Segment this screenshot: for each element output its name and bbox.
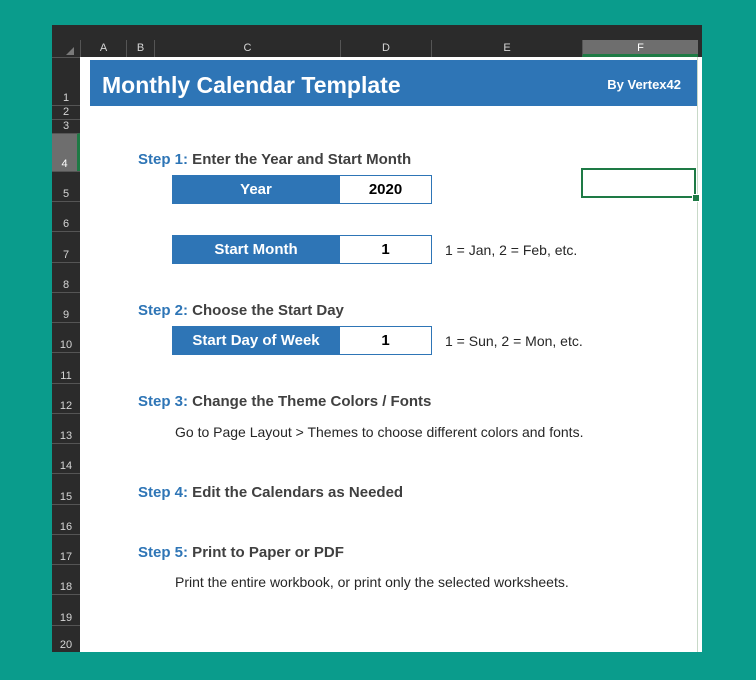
row-header-bar (52, 57, 80, 652)
title-banner[interactable] (90, 60, 697, 106)
year-input[interactable]: 2020 (339, 175, 432, 204)
year-label: Year (172, 175, 340, 204)
row-header-6[interactable]: 6 (52, 201, 80, 231)
step-1-text: Enter the Year and Start Month (188, 151, 412, 168)
row-header-5[interactable]: 5 (52, 171, 80, 201)
step-1-number: Step 1: (138, 151, 189, 168)
row-header-3[interactable]: 3 (52, 119, 80, 133)
start-day-input[interactable]: 1 (339, 326, 432, 355)
row-header-2[interactable]: 2 (52, 105, 80, 119)
step-3-description[interactable]: Go to Page Layout > Themes to choose different colors and fonts. (175, 424, 584, 440)
row-header-12[interactable]: 12 (52, 383, 80, 413)
step-4-number: Step 4: (138, 484, 189, 501)
step-2-text: Choose the Start Day (188, 302, 344, 319)
row-header-4[interactable]: 4 (52, 133, 80, 171)
column-header-b[interactable]: B (126, 40, 154, 57)
column-header-e[interactable]: E (431, 40, 582, 57)
step-2-number: Step 2: (138, 302, 189, 319)
row-header-18[interactable]: 18 (52, 564, 80, 594)
row-header-19[interactable]: 19 (52, 594, 80, 625)
column-header-c[interactable]: C (154, 40, 340, 57)
start-month-label: Start Month (172, 235, 340, 264)
start-month-note: 1 = Jan, 2 = Feb, etc. (445, 242, 578, 258)
step-4-heading[interactable] (138, 484, 403, 501)
row-header-17[interactable]: 17 (52, 534, 80, 564)
column-f-border (697, 57, 698, 652)
start-month-input[interactable]: 1 (339, 235, 432, 264)
row-header-15[interactable]: 15 (52, 473, 80, 504)
start-day-label: Start Day of Week (172, 326, 340, 355)
row-header-9[interactable]: 9 (52, 292, 80, 322)
column-header-f[interactable]: F (582, 40, 698, 57)
fill-handle[interactable] (692, 194, 700, 202)
step-2-heading[interactable] (138, 302, 344, 319)
step-3-heading[interactable] (138, 393, 431, 410)
row-header-10[interactable]: 10 (52, 322, 80, 352)
row-header-14[interactable]: 14 (52, 443, 80, 473)
row-header-8[interactable]: 8 (52, 262, 80, 292)
step-4-text: Edit the Calendars as Needed (188, 484, 404, 501)
page-title: Monthly Calendar Template (102, 72, 401, 98)
column-header-bar (52, 25, 702, 57)
step-5-number: Step 5: (138, 544, 189, 561)
byline: By Vertex42 (607, 77, 681, 92)
row-header-20[interactable]: 20 (52, 625, 80, 652)
selected-cell-f4[interactable] (581, 168, 696, 198)
select-all-triangle-icon[interactable] (66, 47, 74, 55)
spreadsheet-window (52, 25, 702, 652)
step-3-number: Step 3: (138, 393, 189, 410)
step-5-heading[interactable] (138, 544, 344, 561)
worksheet-grid[interactable] (80, 57, 702, 652)
step-5-description[interactable]: Print the entire workbook, or print only the selected worksheets. (175, 574, 569, 590)
row-header-7[interactable]: 7 (52, 231, 80, 262)
row-header-1[interactable]: 1 (52, 57, 80, 105)
row-header-16[interactable]: 16 (52, 504, 80, 534)
start-day-note: 1 = Sun, 2 = Mon, etc. (445, 333, 583, 349)
step-5-text: Print to Paper or PDF (188, 544, 344, 561)
column-header-a[interactable]: A (80, 40, 126, 57)
row-header-13[interactable]: 13 (52, 413, 80, 443)
column-header-d[interactable]: D (340, 40, 431, 57)
row-header-11[interactable]: 11 (52, 352, 80, 383)
step-1-heading[interactable] (138, 151, 411, 168)
step-3-text: Change the Theme Colors / Fonts (188, 393, 432, 410)
